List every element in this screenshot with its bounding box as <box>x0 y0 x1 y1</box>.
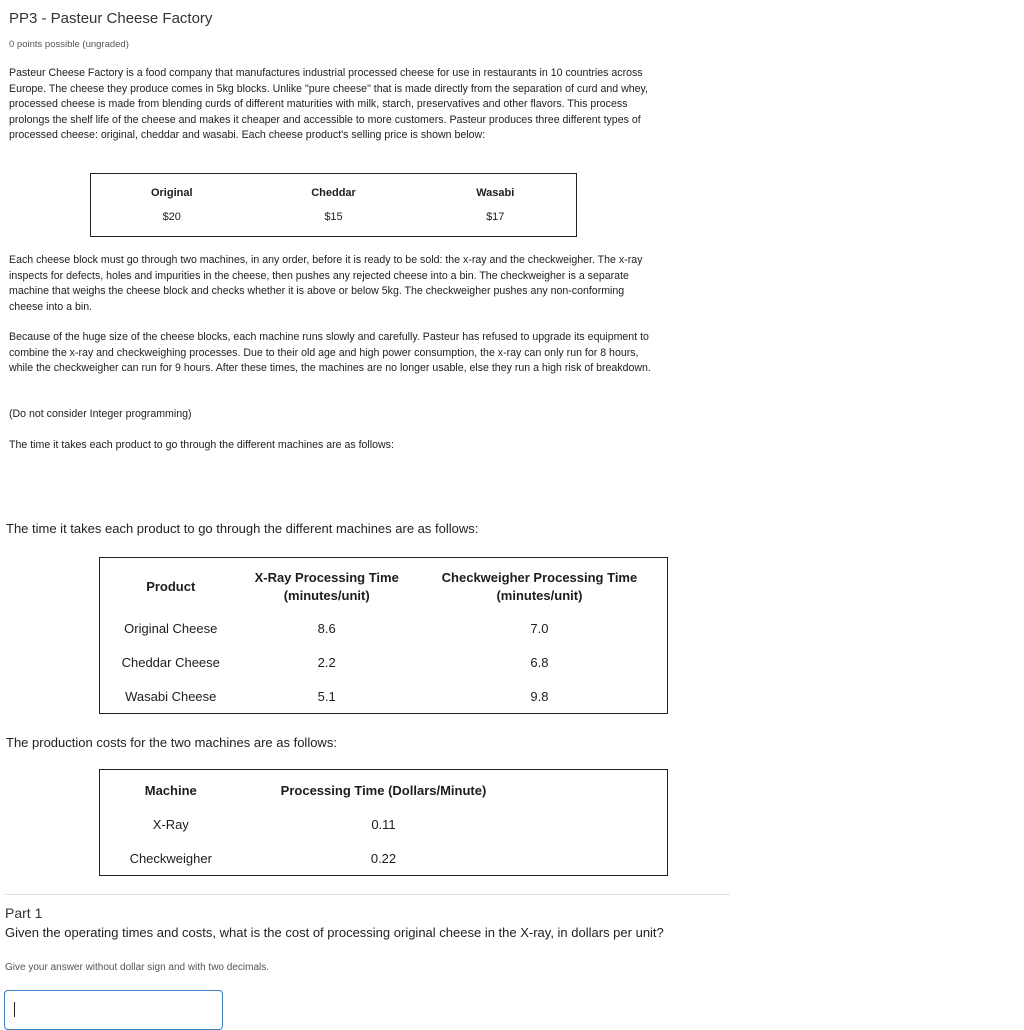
price-table <box>90 173 577 237</box>
table-row <box>100 679 668 714</box>
times-intro-text: The time it takes each product to go through the different machines are as follows: <box>9 439 394 451</box>
price-header-wasabi: Wasabi <box>476 187 515 199</box>
table-row <box>100 841 668 876</box>
table-cell: 2.2 <box>317 654 336 670</box>
table-cell: Original Cheese <box>124 620 218 636</box>
table-cell: Cheddar Cheese <box>121 654 220 670</box>
processing-times-table <box>99 557 668 714</box>
text-cursor <box>14 1002 15 1017</box>
price-header-original: Original <box>150 187 193 199</box>
table-spacer <box>526 807 668 841</box>
machines-paragraph: Each cheese block must go through two machines, in any order, before it is ready to be sold: the x-ray and the checkweigher. The x-ray inspects for defects, holes and impurities in the cheese, then pushes any rejected cheese into a bin. The checkweigher is a separate machine that weighs the cheese block and checks whether it is above or below 5kg. The checkweigher pushes any non-conforming cheese into a bin. <box>9 254 643 313</box>
costs-lead: The production costs for the two machines are as follows: <box>6 735 337 750</box>
times-lead: The time it takes each product to go through the different machines are as follows: <box>6 521 479 536</box>
table-cell: 0.22 <box>370 850 397 866</box>
table-cell: 7.0 <box>530 620 549 636</box>
table-header: Product <box>146 578 196 594</box>
table-row <box>100 611 668 645</box>
table-spacer <box>526 841 668 876</box>
section-divider <box>5 894 730 895</box>
table-cell: Wasabi Cheese <box>125 688 217 704</box>
answer-hint: Give your answer without dollar sign and with two decimals. <box>5 962 270 973</box>
price-header-cheddar: Cheddar <box>311 187 356 199</box>
table-row <box>100 645 668 679</box>
page-title: PP3 - Pasteur Cheese Factory <box>9 10 213 27</box>
part-label: Part 1 <box>5 905 43 921</box>
table-cell: 8.6 <box>317 620 336 636</box>
table-row <box>100 807 668 841</box>
integer-note: (Do not consider Integer programming) <box>9 408 192 420</box>
table-cell: 9.8 <box>530 688 549 704</box>
table-cell: 6.8 <box>530 654 549 670</box>
price-value-wasabi: $17 <box>486 211 505 223</box>
price-value-original: $20 <box>162 211 181 223</box>
price-value-cheddar: $15 <box>324 211 343 223</box>
machine-costs-table <box>99 769 668 876</box>
table-cell: 0.11 <box>371 816 396 832</box>
table-header: Checkweigher Processing Time (minutes/unit) <box>441 569 638 603</box>
table-cell: 5.1 <box>317 688 336 704</box>
table-spacer <box>526 770 668 808</box>
intro-paragraph: Pasteur Cheese Factory is a food company that manufactures industrial processed cheese for use in restaurants in 10 countries across Europe. The cheese they produce comes in 5kg blocks. Unlike "pure cheese" that is made directly from the separation of curd and whey, processed cheese is made from blending curds of different maturities with milk, starch, preservatives and other flavors. This process prolongs the shelf life of the cheese and makes it cheaper and accessible to more customers. Pasteur produces three different types of processed cheese: original, cheddar and wasabi. Each cheese product's selling price is shown below: <box>9 67 648 141</box>
question-text: Given the operating times and costs, what is the cost of processing original cheese in the X-ray, in dollars per unit? <box>5 925 664 940</box>
table-cell: X-Ray <box>152 816 189 832</box>
constraints-paragraph: Because of the huge size of the cheese blocks, each machine runs slowly and carefully. Pasteur has refused to upgrade its equipment to combine the x-ray and checkweighing processes. Due to their old age and high power consumption, the x-ray can only run for 8 hours, while the checkweigher can run for 9 hours. After these times, the machines are no longer usable, else they run a high risk of breakdown. <box>9 331 651 374</box>
table-header: Machine <box>144 783 197 798</box>
table-header: X-Ray Processing Time (minutes/unit) <box>254 569 399 603</box>
table-cell: Checkweigher <box>129 850 212 866</box>
table-header: Processing Time (Dollars/Minute) <box>280 783 487 798</box>
points-label: 0 points possible (ungraded) <box>9 39 129 50</box>
answer-input[interactable] <box>4 990 223 1030</box>
